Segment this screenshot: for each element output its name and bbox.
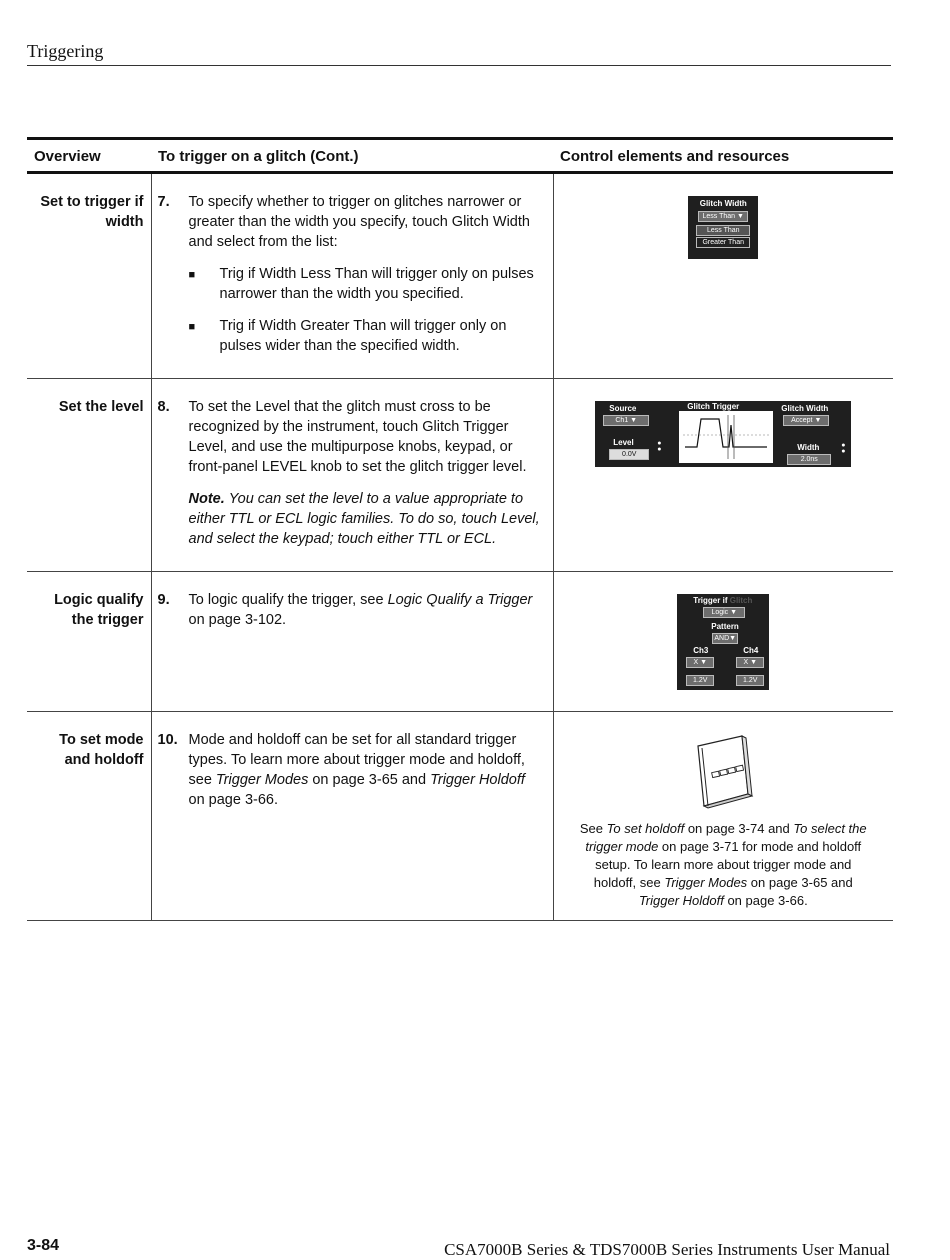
text-segment: To logic qualify the trigger, see bbox=[188, 592, 388, 608]
overview-cell: Set the level bbox=[27, 379, 151, 572]
text-segment: on page 3-65 and bbox=[747, 875, 853, 890]
trigger-if-select[interactable] bbox=[703, 607, 745, 618]
option-greater-than[interactable]: Greater Than bbox=[696, 237, 750, 248]
glitch-width-selected: Less Than bbox=[702, 213, 736, 220]
step-cell bbox=[151, 173, 553, 379]
table-row bbox=[27, 173, 893, 379]
list-item bbox=[189, 316, 545, 356]
dropdown-arrow-icon: ▼ bbox=[630, 417, 638, 424]
cross-reference-link[interactable]: Trigger Modes bbox=[215, 772, 309, 788]
logic-qualify-panel bbox=[677, 594, 769, 690]
ch4-level-field[interactable]: 1.2V bbox=[736, 675, 764, 686]
square-bullet-icon: ■ bbox=[188, 321, 196, 333]
glitch-width-select[interactable] bbox=[783, 415, 829, 426]
knob-indicator-icon: ● ● bbox=[657, 440, 662, 453]
width-field[interactable]: 2.0ns bbox=[787, 454, 831, 465]
glitch-width-value: Accept bbox=[791, 417, 813, 424]
table-header-row bbox=[27, 139, 893, 173]
cross-reference-link[interactable]: Trigger Holdoff bbox=[430, 772, 525, 788]
step-cell bbox=[151, 379, 553, 572]
ch3-select[interactable] bbox=[686, 657, 714, 668]
control-cell bbox=[553, 173, 893, 379]
step-number: 10. bbox=[157, 732, 178, 748]
level-field[interactable]: 0.0V bbox=[609, 449, 649, 460]
cross-reference-link[interactable]: Logic Qualify a Trigger bbox=[387, 592, 533, 608]
header-controls: Control elements and resources bbox=[553, 139, 893, 173]
pattern-select[interactable] bbox=[712, 633, 738, 644]
width-label: Width bbox=[797, 443, 820, 452]
step-text: To specify whether to trigger on glitches narrower or greater than the width you specify, touch Glitch Width and select from the list: bbox=[188, 194, 530, 250]
cross-reference-link[interactable]: To select the trigger mode bbox=[585, 821, 867, 854]
cross-reference-link[interactable]: To set holdoff bbox=[606, 821, 685, 836]
dropdown-arrow-icon: ▼ bbox=[729, 635, 737, 642]
note-text: You can set the level to a value appropriate to either TTL or ECL logic families. To do so, touch Level, and select the keypad; touch either TTL or ECL. bbox=[188, 491, 540, 547]
dropdown-arrow-icon: ▼ bbox=[700, 659, 708, 666]
control-cell bbox=[553, 572, 893, 712]
cross-reference-link[interactable]: Trigger Holdoff bbox=[638, 893, 724, 908]
step-cell bbox=[151, 712, 553, 921]
trigger-if-label bbox=[693, 596, 752, 606]
control-cell bbox=[553, 379, 893, 572]
trigger-if-dim-text: Glitch bbox=[729, 596, 753, 605]
header-procedure: To trigger on a glitch (Cont.) bbox=[151, 139, 553, 173]
header-rule bbox=[27, 65, 891, 66]
text-segment: See bbox=[579, 821, 607, 836]
glitch-width-select[interactable] bbox=[698, 211, 748, 222]
running-header: Triggering bbox=[27, 41, 104, 61]
text-segment: on page 3-71 for mode and holdoff setup. To learn more about trigger mode and holdoff, see bbox=[593, 839, 862, 890]
glitch-waveform-icon bbox=[679, 411, 773, 463]
bullet-text: Trig if Width Greater Than will trigger only on pulses wider than the specified width. bbox=[219, 318, 507, 354]
text-segment: on page 3-66. bbox=[723, 893, 808, 908]
step-text bbox=[189, 590, 545, 630]
step-number: 7. bbox=[157, 194, 170, 210]
manual-book-icon bbox=[692, 734, 754, 810]
level-label: Level bbox=[613, 438, 634, 447]
dropdown-arrow-icon: ▼ bbox=[737, 213, 744, 220]
ch4-label: Ch4 bbox=[743, 646, 759, 655]
dropdown-arrow-icon: ▼ bbox=[814, 417, 822, 424]
page-number: 3-84 bbox=[27, 1237, 60, 1254]
glitch-trigger-title: Glitch Trigger bbox=[687, 402, 740, 411]
step-number: 8. bbox=[157, 399, 170, 415]
trigger-if-text: Trigger if bbox=[693, 596, 728, 605]
text-segment: on page 3-66. bbox=[188, 792, 278, 808]
bullet-text: Trig if Width Less Than will trigger only on pulses narrower than the width you specified. bbox=[219, 266, 534, 302]
pattern-label: Pattern bbox=[711, 622, 739, 631]
text-segment: on page 3-102. bbox=[188, 612, 287, 628]
manual-title: CSA7000B Series & TDS7000B Series Instruments User Manual bbox=[444, 1240, 890, 1259]
overview-cell: Set to trigger if width bbox=[27, 173, 151, 379]
header-overview: Overview bbox=[27, 139, 151, 173]
step-cell bbox=[151, 572, 553, 712]
dropdown-arrow-icon: ▼ bbox=[730, 609, 738, 616]
note-label: Note. bbox=[188, 491, 225, 507]
glitch-width-label: Glitch Width bbox=[781, 404, 829, 413]
square-bullet-icon: ■ bbox=[188, 269, 196, 281]
table-row bbox=[27, 712, 893, 921]
step-text bbox=[189, 730, 545, 810]
glitch-width-menu bbox=[688, 196, 758, 259]
step-number: 9. bbox=[157, 592, 170, 608]
dropdown-arrow-icon: ▼ bbox=[750, 659, 758, 666]
overview-cell: Logic qualify the trigger bbox=[27, 572, 151, 712]
text-segment: on page 3-65 and bbox=[308, 772, 431, 788]
overview-cell: To set mode and holdoff bbox=[27, 712, 151, 921]
ch3-value: X bbox=[693, 659, 699, 666]
book-caption bbox=[578, 820, 868, 910]
pattern-value: AND bbox=[714, 635, 730, 642]
list-item bbox=[189, 264, 545, 304]
glitch-trigger-panel bbox=[595, 401, 851, 467]
control-cell bbox=[553, 712, 893, 921]
trigger-if-value: Logic bbox=[711, 609, 729, 616]
glitch-width-title: Glitch Width bbox=[699, 199, 747, 208]
note bbox=[189, 489, 545, 549]
cross-reference-link[interactable]: Trigger Modes bbox=[664, 875, 748, 890]
ch4-select[interactable] bbox=[736, 657, 764, 668]
text-segment: Mode and holdoff can be set for all standard trigger types. To learn more about trigger mode and holdoff, see bbox=[188, 732, 525, 788]
instruction-table bbox=[27, 137, 893, 921]
option-less-than[interactable]: Less Than bbox=[696, 225, 750, 236]
glitch-trigger-display bbox=[679, 411, 773, 463]
ch3-level-field[interactable]: 1.2V bbox=[686, 675, 714, 686]
table-row bbox=[27, 379, 893, 572]
ch4-value: X bbox=[743, 659, 749, 666]
step-text: To set the Level that the glitch must cross to be recognized by the instrument, touch Glitch Trigger Level, and use the multipurpose knobs, keypad, or front-panel LEVEL knob to set the glitch trigger level. bbox=[188, 399, 527, 475]
table-row bbox=[27, 572, 893, 712]
knob-indicator-icon: ● ● bbox=[841, 442, 846, 455]
text-segment: on page 3-74 and bbox=[684, 821, 794, 836]
source-value: Ch1 bbox=[615, 417, 629, 424]
ch3-label: Ch3 bbox=[693, 646, 709, 655]
source-select[interactable] bbox=[603, 415, 649, 426]
source-label: Source bbox=[609, 404, 637, 413]
